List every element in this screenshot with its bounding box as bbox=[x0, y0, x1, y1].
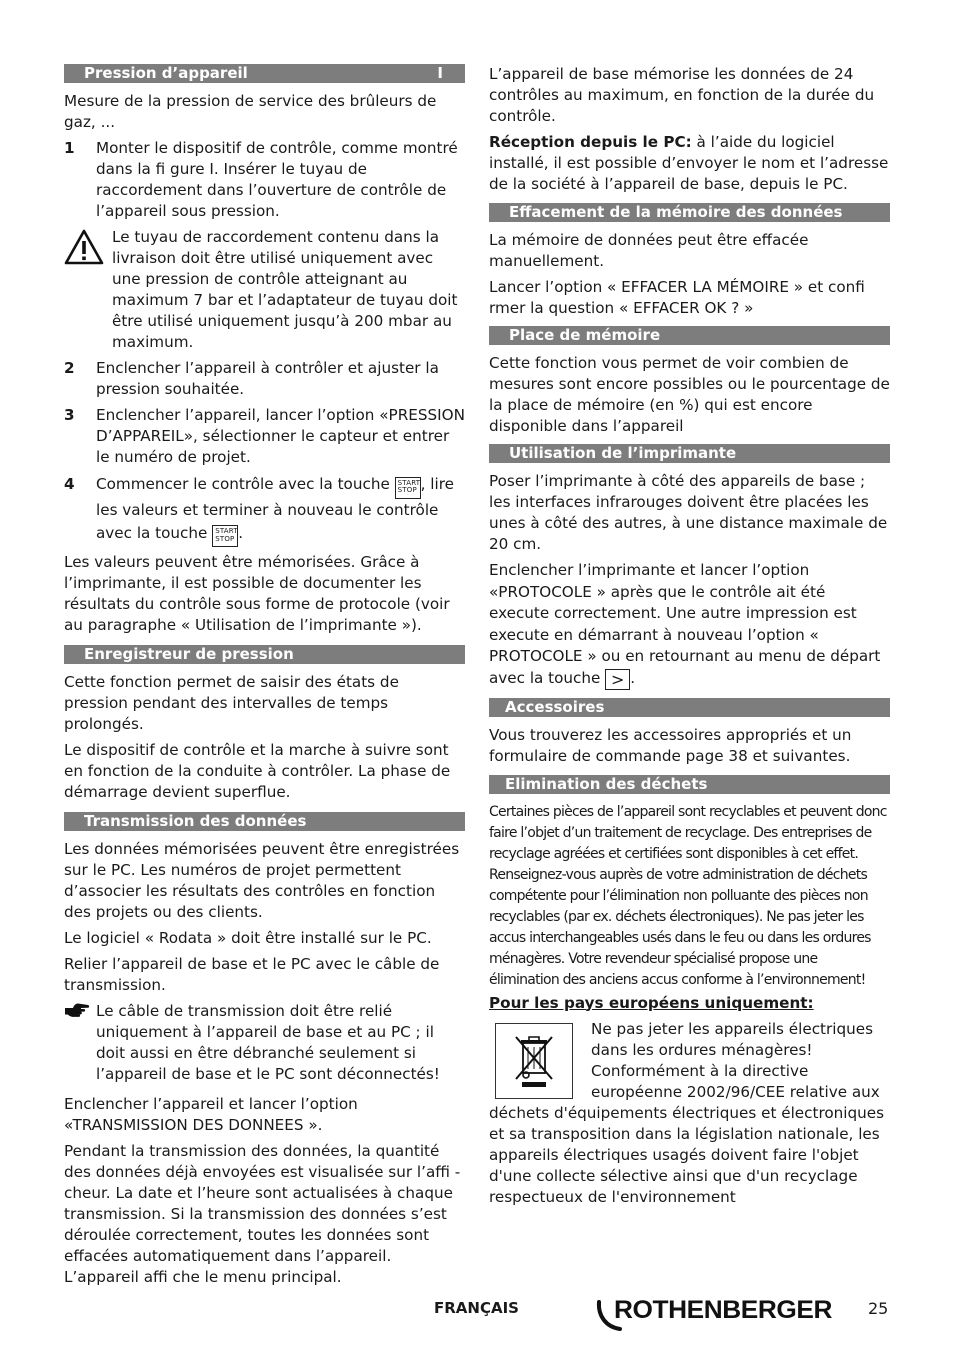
step-text: Monter le dispositif de contrôle, comme montré dans la fi gure I. Insérer le tuyau de raccordement dans l’ouverture de contrôle de l’appareil sous pression. bbox=[96, 139, 458, 220]
step-text: Enclencher l’appareil à contrôler et ajuster la pression souhaitée. bbox=[96, 359, 439, 398]
key-stop-label: STOP bbox=[397, 486, 417, 494]
section-title: Utilisation de l’imprimante bbox=[509, 444, 737, 462]
section-header-elimination bbox=[489, 775, 890, 794]
intro-paragraph: Mesure de la pression de service des brûleurs de gaz, ... bbox=[64, 92, 437, 131]
step-number: 1 bbox=[64, 139, 75, 157]
step-text bbox=[96, 473, 465, 547]
paragraph: Lancer l’option « EFFACER LA MÉMOIRE » et confi rmer la question « EFFACER OK ? » bbox=[489, 278, 865, 317]
section-title: Accessoires bbox=[505, 697, 605, 716]
section-title: Effacement de la mémoire des données bbox=[509, 203, 843, 221]
section-title: Elimination des déchets bbox=[505, 774, 708, 793]
svg-text:ROTHENBERGER: ROTHENBERGER bbox=[614, 1296, 833, 1324]
paragraph-text: . bbox=[630, 668, 636, 687]
paragraph: Le dispositif de contrôle et la marche à suivre sont en fonction de la conduite à contrôler. La phase de démarrage devient superflue. bbox=[64, 741, 451, 801]
step-3 bbox=[64, 405, 465, 468]
section-header-accessoires bbox=[489, 698, 890, 717]
key-start-label: START bbox=[397, 478, 421, 487]
next-key: > bbox=[605, 669, 630, 690]
warning-triangle-icon bbox=[64, 227, 112, 353]
paragraph: Les données mémorisées peuvent être enregistrées sur le PC. Les numéros de projet permettent d’associer les résultats des contrôles en fonction des projets ou des clients. bbox=[64, 840, 460, 921]
key-start-label: START bbox=[215, 527, 238, 535]
paragraph: Vous trouverez les accessoires appropriés et un formulaire de commande page 38 et suivantes. bbox=[489, 725, 852, 765]
section-header-effacement bbox=[489, 203, 890, 222]
paragraph: Poser l’imprimante à côté des appareils de base ; les interfaces infrarouges doivent être placées les unes à côté des autres, à une distance maximale de 20 cm. bbox=[489, 472, 888, 553]
start-stop-key bbox=[212, 525, 238, 547]
section-header-imprimante bbox=[489, 444, 890, 463]
weee-text: Ne pas jeter les appareils électriques dans les ordures ménagères! Conformément à la directive européenne 2002/96/CEE relative aux déchets d'équipements électriques et électroniques et sa transposition dans la législation nationale, les appareils électriques usagés doivent faire l'objet d'une collecte sélective ainsi que d'un recyclage respectueux de l'environnement bbox=[489, 1019, 885, 1206]
section-title: Pression d’appareil bbox=[84, 64, 248, 82]
reception-label: Réception depuis le PC: bbox=[489, 133, 692, 151]
paragraph: Les valeurs peuvent être mémorisées. Grâce à l’imprimante, il est possible de documenter les résultats du contrôle sous forme de protocole (voir au paragraphe « Utilisation de l’imprimante »). bbox=[64, 553, 450, 634]
reception-paragraph bbox=[489, 132, 890, 195]
section-title: Transmission des données bbox=[84, 812, 307, 830]
section-header-place-memoire bbox=[489, 326, 890, 345]
paragraph: Certaines pièces de l’appareil sont recyclables et peuvent donc faire l’objet d’un traitement de recyclage. Des entreprises de recyclage agréées et certifiées sont disponibles à cet effet. Renseignez-vous auprès de votre administration de déchets compétente pour l’élimination non polluante des pièces non recyclables (par ex. déchets électroniques). Ne pas jeter les accus interchangeables usés dans le feu ou dans les ordures ménagères. Votre revendeur spécialisé propose une élimination des anciens accus conforme à l’environnement! bbox=[489, 803, 887, 988]
paragraph: Enclencher l’appareil et lancer l’option «TRANSMISSION DES DONNEES ». bbox=[64, 1095, 358, 1134]
reception-text: à l’aide du logiciel installé, il est possible d’envoyer le nom et l’adresse de la société à l’appareil de base, depuis le PC. bbox=[489, 133, 889, 193]
step-2 bbox=[64, 358, 465, 400]
section-title: Enregistreur de pression bbox=[84, 645, 294, 663]
paragraph: Le logiciel « Rodata » doit être installé sur le PC. bbox=[64, 929, 432, 947]
eu-only-heading: Pour les pays européens uniquement: bbox=[489, 993, 814, 1012]
paragraph-text: Enclencher l’imprimante et lancer l’option «PROTOCOLE » après que le contrôle ait été execute correctement. Une autre impression est execute en démarrant à nouveau l’option « PROTOCOLE » ou en retournant au menu de départ avec la touche bbox=[489, 561, 881, 687]
paragraph: Relier l’appareil de base et le PC avec le câble de transmission. bbox=[64, 955, 440, 994]
step-1 bbox=[64, 138, 465, 222]
section-header-enregistreur bbox=[64, 645, 465, 664]
step-text-part: , lire les valeurs et terminer à nouveau le contrôle avec la touche bbox=[96, 475, 454, 542]
crossed-out-wheelie-bin-icon bbox=[495, 1023, 573, 1099]
figure-tag: I bbox=[437, 64, 443, 82]
step-text: Enclencher l’appareil, lancer l’option «PRESSION D’APPAREIL», sélectionner le capteur et entrer le numéro de projet. bbox=[96, 406, 465, 466]
right-column bbox=[489, 64, 890, 1208]
weee-block bbox=[489, 1019, 890, 1208]
paragraph bbox=[489, 560, 890, 690]
warning-text: Le tuyau de raccordement contenu dans la livraison doit être utilisé uniquement avec une pression de contrôle atteignant au maximum 7 bar et l’adaptateur de tuyau doit être utilisé uniquement jusqu’à 200 mbar au maximum. bbox=[112, 228, 458, 351]
page-number: 25 bbox=[868, 1299, 889, 1318]
warning-block bbox=[64, 227, 465, 353]
step-4 bbox=[64, 473, 465, 547]
step-number: 3 bbox=[64, 406, 75, 424]
footer-language: FRANÇAIS bbox=[434, 1299, 519, 1317]
section-header-transmission bbox=[64, 812, 465, 831]
left-column bbox=[64, 64, 465, 1293]
note-block bbox=[64, 1001, 465, 1085]
paragraph: Cette fonction vous permet de voir combien de mesures sont encore possibles ou le pourcentage de la place de mémoire (en %) qui est encore disponible dans l’appareil bbox=[489, 354, 890, 435]
step-text-part: Commencer le contrôle avec la touche bbox=[96, 475, 390, 493]
key-stop-label: STOP bbox=[215, 534, 235, 543]
step-text-part: . bbox=[238, 523, 244, 542]
start-stop-key bbox=[395, 477, 421, 499]
section-title: Place de mémoire bbox=[509, 326, 661, 344]
section-header-pression-appareil bbox=[64, 64, 465, 83]
pointing-hand-icon bbox=[64, 1001, 96, 1085]
step-number: 2 bbox=[64, 359, 75, 377]
paragraph: Pendant la transmission des données, la quantité des données déjà envoyées est visualisée sur l’affi - cheur. La date et l’heure sont actualisées à chaque transmission. Si la transmission des données s’est déroulée correctement, toutes les données sont effacées automatiquement dans l’appareil. L’appareil affi che le menu principal. bbox=[64, 1142, 461, 1286]
rothenberger-logo bbox=[596, 1296, 836, 1338]
step-number: 4 bbox=[64, 475, 75, 493]
paragraph: L’appareil de base mémorise les données de 24 contrôles au maximum, en fonction de la durée du contrôle. bbox=[489, 65, 875, 125]
paragraph: Cette fonction permet de saisir des états de pression pendant des intervalles de temps prolongés. bbox=[64, 673, 399, 733]
paragraph: La mémoire de données peut être effacée manuellement. bbox=[489, 231, 809, 270]
note-text: Le câble de transmission doit être relié uniquement à l’appareil de base et au PC ; il doit aussi en être débranché seulement si l’appareil de base et le PC sont déconnectés! bbox=[96, 1002, 440, 1083]
